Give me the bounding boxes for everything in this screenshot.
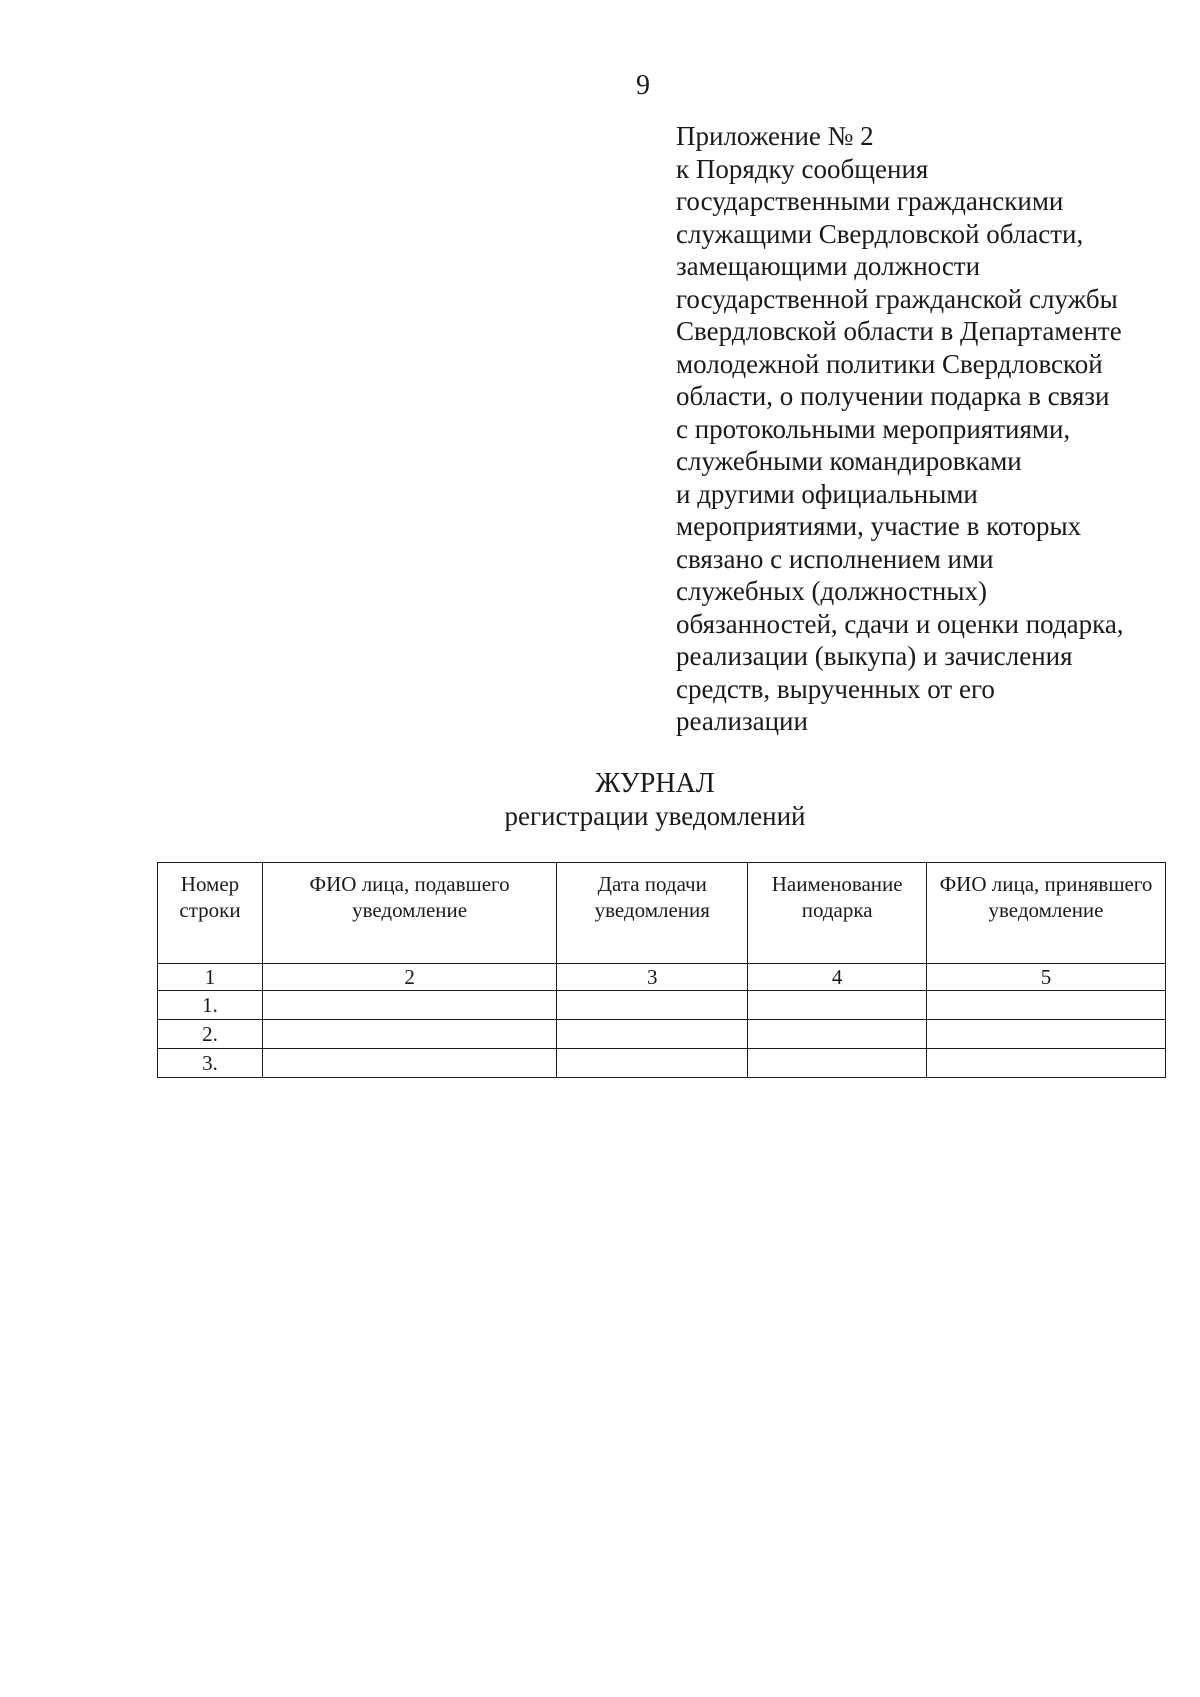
appendix-line: мероприятиями, участие в которых	[676, 511, 1082, 541]
header-gift-name: Наименование подарка	[748, 863, 927, 964]
header-submitter-name: ФИО лица, подавшего уведомление	[262, 863, 556, 964]
journal-subtitle: регистрации уведомлений	[504, 801, 806, 831]
table-cell	[926, 991, 1165, 1020]
page-number: 9	[636, 70, 650, 101]
table-cell: 2.	[158, 1020, 263, 1049]
table-row	[158, 991, 1166, 1020]
table-cell	[262, 991, 556, 1020]
column-number: 2	[262, 964, 556, 991]
appendix-line: к Порядку сообщения	[676, 153, 929, 184]
column-number: 4	[748, 964, 927, 991]
table-cell	[557, 991, 748, 1020]
table-row	[158, 1049, 1166, 1078]
appendix-line: с протокольными мероприятиями,	[676, 413, 1071, 444]
column-number: 1	[158, 964, 263, 991]
table-cell	[262, 1020, 556, 1049]
appendix-line: реализации	[676, 706, 808, 736]
table-cell	[748, 991, 927, 1020]
table-cell	[926, 1049, 1165, 1078]
table-cell	[748, 1020, 927, 1049]
table-cell	[926, 1020, 1165, 1049]
appendix-line: связано с исполнением ими	[676, 543, 994, 574]
table-cell	[557, 1049, 748, 1078]
header-submission-date: Дата подачи уведомления	[557, 863, 748, 964]
journal-title: ЖУРНАЛ	[595, 768, 715, 799]
appendix-line: Свердловской области в Департаменте	[676, 316, 1122, 346]
journal-table	[157, 862, 1166, 1078]
appendix-line: служебными командировками	[676, 446, 1022, 476]
appendix-line: средств, вырученных от его	[676, 673, 995, 704]
column-number-row	[158, 964, 1166, 991]
header-receiver-name: ФИО лица, принявшего уведомление	[926, 863, 1165, 964]
appendix-line: замещающими должности	[676, 251, 981, 281]
table-cell	[557, 1020, 748, 1049]
table-cell	[262, 1049, 556, 1078]
table-row	[158, 1020, 1166, 1049]
appendix-line: и другими официальными	[676, 478, 978, 509]
appendix-line: государственной гражданской службы	[676, 283, 1118, 314]
appendix-block	[676, 120, 1176, 738]
table-header-row	[158, 863, 1166, 964]
table-cell	[748, 1049, 927, 1078]
appendix-line: обязанностей, сдачи и оценки подарка,	[676, 608, 1124, 639]
appendix-line: реализации (выкупа) и зачисления	[676, 641, 1073, 671]
appendix-line: служащими Свердловской области,	[676, 218, 1084, 249]
column-number: 3	[557, 964, 748, 991]
appendix-line: Приложение № 2	[676, 121, 874, 151]
table-cell: 1.	[158, 991, 263, 1020]
appendix-line: области, о получении подарка в связи	[676, 381, 1110, 411]
column-number: 5	[926, 964, 1165, 991]
appendix-line: молодежной политики Свердловской	[676, 348, 1103, 379]
table-cell: 3.	[158, 1049, 263, 1078]
appendix-line: служебных (должностных)	[676, 576, 987, 606]
appendix-line: государственными гражданскими	[676, 186, 1064, 216]
header-row-number: Номер строки	[158, 863, 263, 964]
